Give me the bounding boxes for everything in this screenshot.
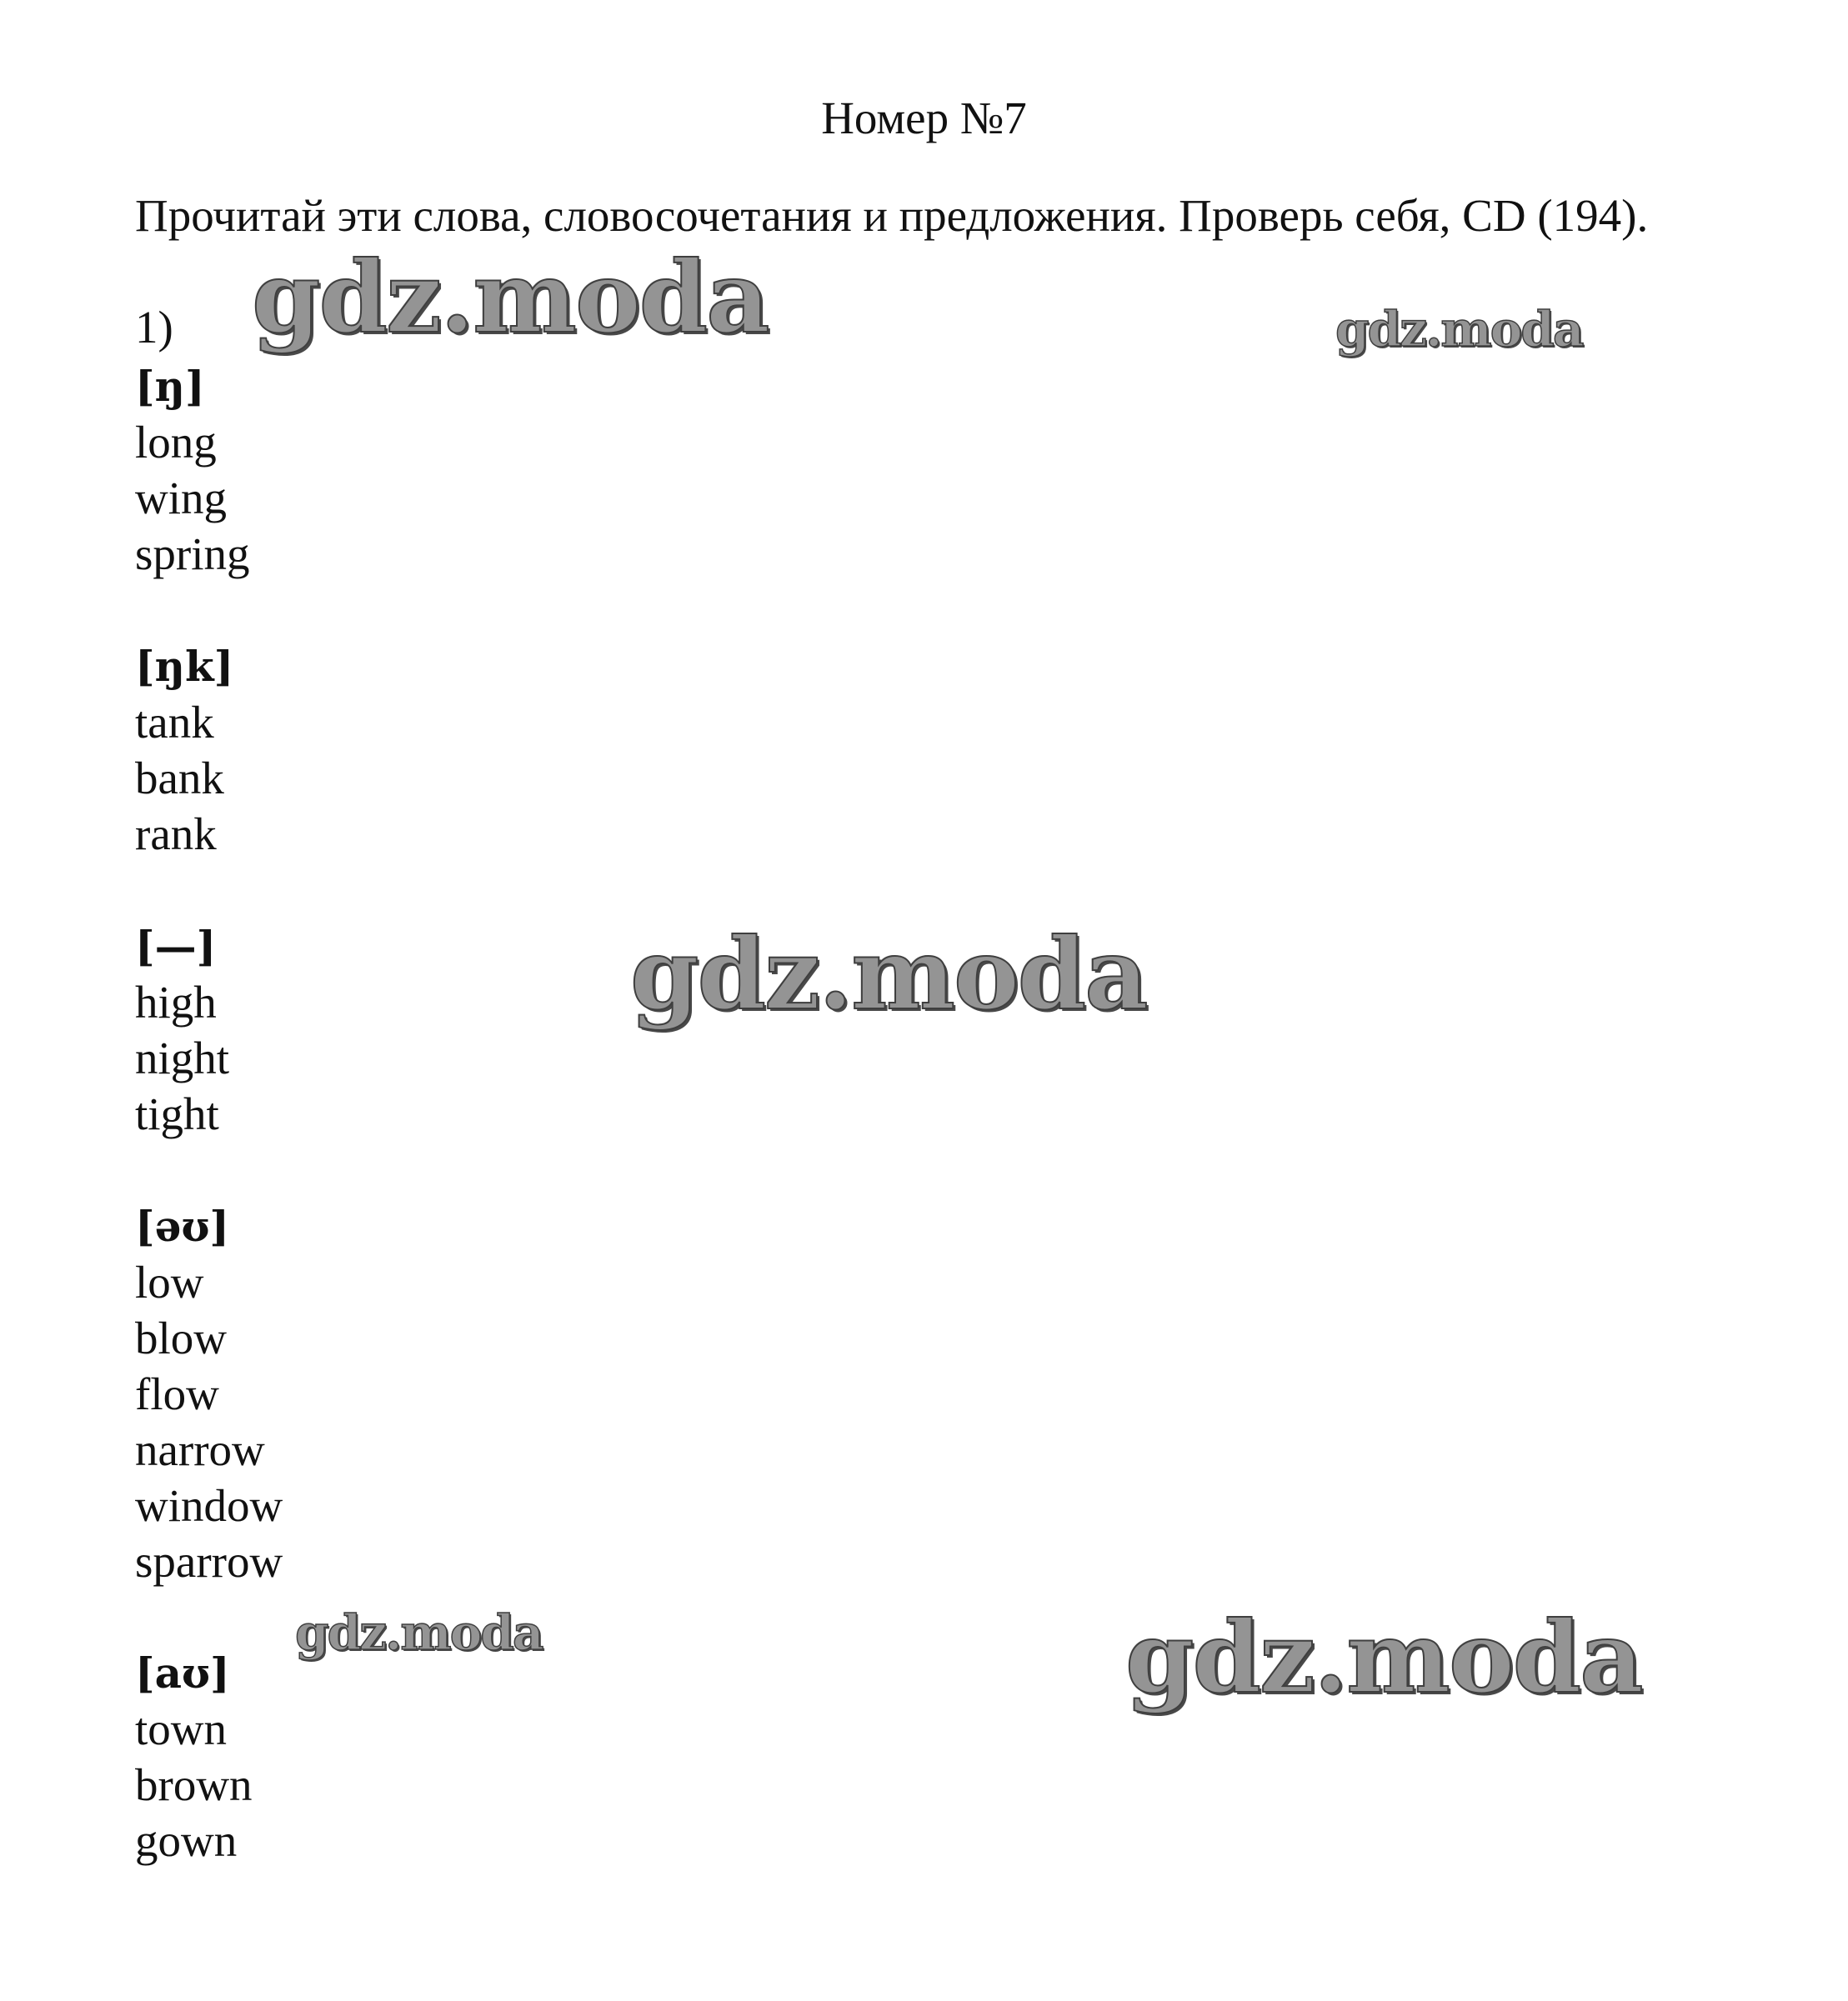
word-item: low bbox=[135, 1257, 204, 1308]
watermark-logo: gdz.moda bbox=[630, 916, 1147, 1032]
word-item: night bbox=[135, 1033, 230, 1083]
word-item: long bbox=[135, 417, 217, 468]
word-list bbox=[135, 1701, 253, 1868]
watermark-logo: gdz.moda bbox=[1335, 301, 1583, 358]
task-number: 1) bbox=[135, 302, 173, 353]
watermark-logo: gdz.moda bbox=[295, 1604, 543, 1661]
word-item: high bbox=[135, 977, 217, 1028]
sound-group-header: [aʊ] bbox=[135, 1648, 230, 1698]
sound-group-ou bbox=[135, 1198, 283, 1589]
sound-group-blank bbox=[135, 918, 229, 1142]
word-item: blow bbox=[135, 1313, 227, 1363]
sound-group-header: [ŋk] bbox=[135, 642, 234, 691]
word-item: wing bbox=[135, 473, 227, 523]
word-item: sparrow bbox=[135, 1536, 283, 1587]
word-item: spring bbox=[135, 528, 250, 579]
word-item: tight bbox=[135, 1088, 219, 1139]
word-item: narrow bbox=[135, 1424, 265, 1475]
sound-group-ngk bbox=[135, 638, 233, 862]
page-title: Номер №7 bbox=[821, 93, 1027, 143]
word-item: rank bbox=[135, 808, 217, 859]
word-item: town bbox=[135, 1703, 227, 1754]
word-item: window bbox=[135, 1480, 283, 1531]
word-list bbox=[135, 694, 233, 862]
word-list bbox=[135, 1254, 283, 1589]
sound-group-ng bbox=[135, 358, 250, 582]
watermark-logo: gdz.moda bbox=[1125, 1599, 1642, 1715]
sound-group-au bbox=[135, 1645, 253, 1868]
task-instructions: Прочитай эти слова, словосочетания и предложения. Проверь себя, CD (194). bbox=[135, 190, 1649, 241]
word-item: bank bbox=[135, 753, 224, 803]
word-list bbox=[135, 974, 229, 1142]
sound-group-header: [əʊ] bbox=[135, 1202, 230, 1251]
word-item: tank bbox=[135, 697, 214, 748]
word-list bbox=[135, 414, 250, 582]
word-item: flow bbox=[135, 1368, 219, 1419]
word-item: brown bbox=[135, 1759, 253, 1810]
sound-group-header: [ŋ] bbox=[135, 362, 205, 411]
watermark-logo: gdz.moda bbox=[252, 239, 769, 355]
sound-group-header: [—] bbox=[135, 922, 217, 971]
word-item: gown bbox=[135, 1815, 238, 1866]
